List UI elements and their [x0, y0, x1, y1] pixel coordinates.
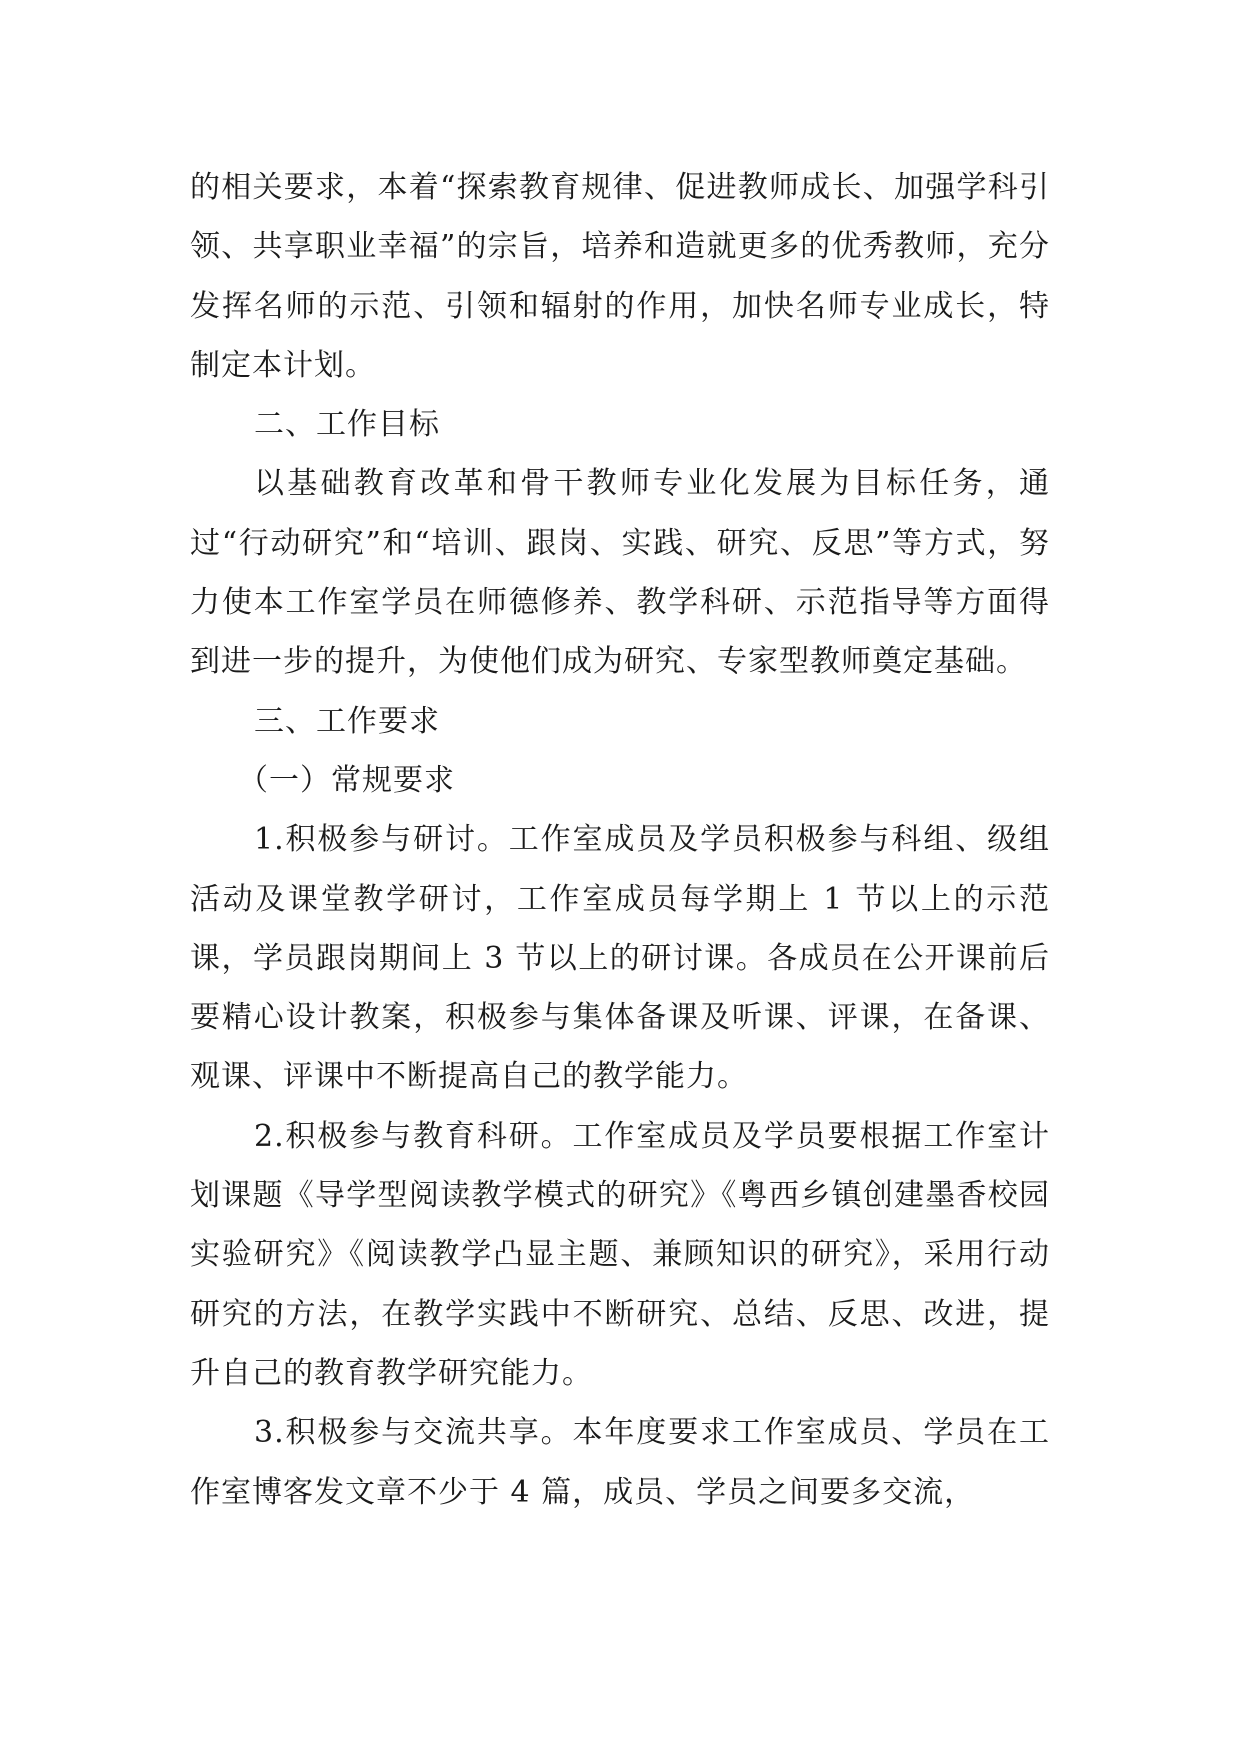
subsection-heading-routine: （一）常规要求: [238, 762, 455, 798]
section-heading-requirements: 三、工作要求: [254, 703, 440, 739]
requirement-item-1: 1.积极参与研讨。工作室成员及学员积极参与科组、级组活动及课堂教学研讨，工作室成员每学期上 1 节以上的示范课，学员跟岗期间上 3 节以上的研讨课。各成员在公开课前后要精心设计教案，积极参与集体备课及听课、评课，在备课、观课、评课中不断提高自己的教学能力。: [190, 822, 1050, 1095]
section-heading-goals: 二、工作目标: [254, 407, 440, 443]
document-body: [190, 158, 1050, 1522]
intro-paragraph: 的相关要求，本着“探索教育规律、促进教师成长、加强学科引领、共享职业幸福”的宗旨，培养和造就更多的优秀教师，充分发挥名师的示范、引领和辐射的作用，加快名师专业成长，特制定本计划。: [190, 170, 1050, 383]
requirement-item-2: 2.积极参与教育科研。工作室成员及学员要根据工作室计划课题《导学型阅读教学模式的研究》《粤西乡镇创建墨香校园实验研究》《阅读教学凸显主题、兼顾知识的研究》，采用行动研究的方法，在教学实践中不断研究、总结、反思、改进，提升自己的教育教学研究能力。: [190, 1118, 1050, 1391]
requirement-item-3: 3.积极参与交流共享。本年度要求工作室成员、学员在工作室博客发文章不少于 4 篇，成员、学员之间要多交流，: [190, 1415, 1050, 1510]
goals-paragraph: 以基础教育改革和骨干教师专业化发展为目标任务，通过“行动研究”和“培训、跟岗、实践、研究、反思”等方式，努力使本工作室学员在师德修养、教学科研、示范指导等方面得到进一步的提升，为使他们成为研究、专家型教师奠定基础。: [190, 466, 1050, 680]
